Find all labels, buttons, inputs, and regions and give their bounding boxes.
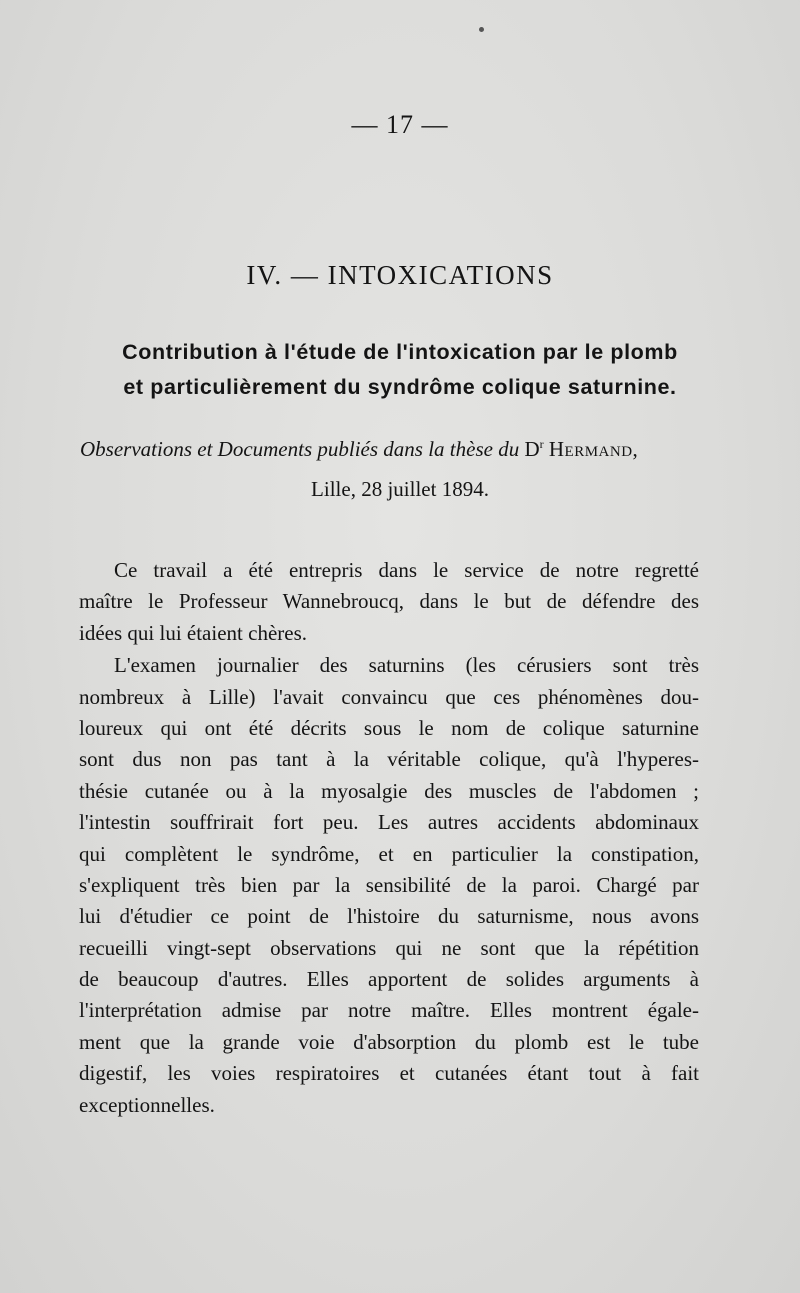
text-line: thésie cutanée ou à la myosalgie des muscles de l'abdomen ; — [79, 778, 699, 803]
text-line: recueilli vingt-sept observations qui ne sont que la répétition — [79, 935, 699, 960]
text-line: l'interprétation admise par notre maître. Elles montrent égale- — [79, 998, 699, 1023]
body-text — [79, 555, 699, 1121]
text-line: idées qui lui étaient chères. — [79, 620, 307, 645]
doctor-name: Hermand, — [548, 437, 639, 461]
paragraph — [79, 650, 699, 1121]
text-line: de beaucoup d'autres. Elles apportent de solides arguments à — [79, 967, 699, 992]
page-number: — 17 — — [351, 110, 449, 139]
text-line: nombreux à Lille) l'avait convaincu que ces phénomènes dou- — [79, 684, 699, 709]
date-line: Lille, 28 juillet 1894. — [311, 477, 489, 501]
source-italic: Observations et Documents publiés dans la thèse du — [80, 437, 520, 461]
source-citation — [80, 437, 720, 462]
text-line: s'expliquent très bien par la sensibilité de la paroi. Chargé par — [79, 872, 699, 897]
text-line: L'examen journalier des saturnins (les cérusiers sont très — [114, 653, 699, 678]
paragraph — [79, 555, 699, 649]
text-line: ment que la grande voie d'absorption du plomb est le tube — [79, 1029, 699, 1054]
text-line: sont dus non pas tant à la véritable colique, qu'à l'hyperes- — [79, 747, 699, 772]
text-line: l'intestin souffrirait fort peu. Les autres accidents abdominaux — [79, 810, 699, 835]
text-line: digestif, les voies respiratoires et cutanées étant tout à fait — [79, 1061, 699, 1086]
ink-speck — [479, 27, 484, 32]
text-line: qui complètent le syndrôme, et en particulier la constipation, — [79, 841, 699, 866]
doctor-title: $D^r$ — [524, 437, 544, 461]
text-line: loureux qui ont été décrits sous le nom de colique saturnine — [79, 715, 699, 740]
text-line: exceptionnelles. — [79, 1092, 215, 1117]
text-line: Ce travail a été entrepris dans le service de notre regretté — [114, 558, 699, 582]
subtitle-line-2: et particulièrement du syndrôme colique saturnine. — [123, 375, 677, 399]
subtitle-line-1: Contribution à l'étude de l'intoxication par le plomb — [122, 340, 678, 364]
text-line: lui d'étudier ce point de l'histoire du saturnisme, nous avons — [79, 904, 699, 929]
text-line: maître le Professeur Wannebroucq, dans le but de défendre des — [79, 589, 699, 614]
section-title: IV. — INTOXICATIONS — [246, 260, 554, 290]
